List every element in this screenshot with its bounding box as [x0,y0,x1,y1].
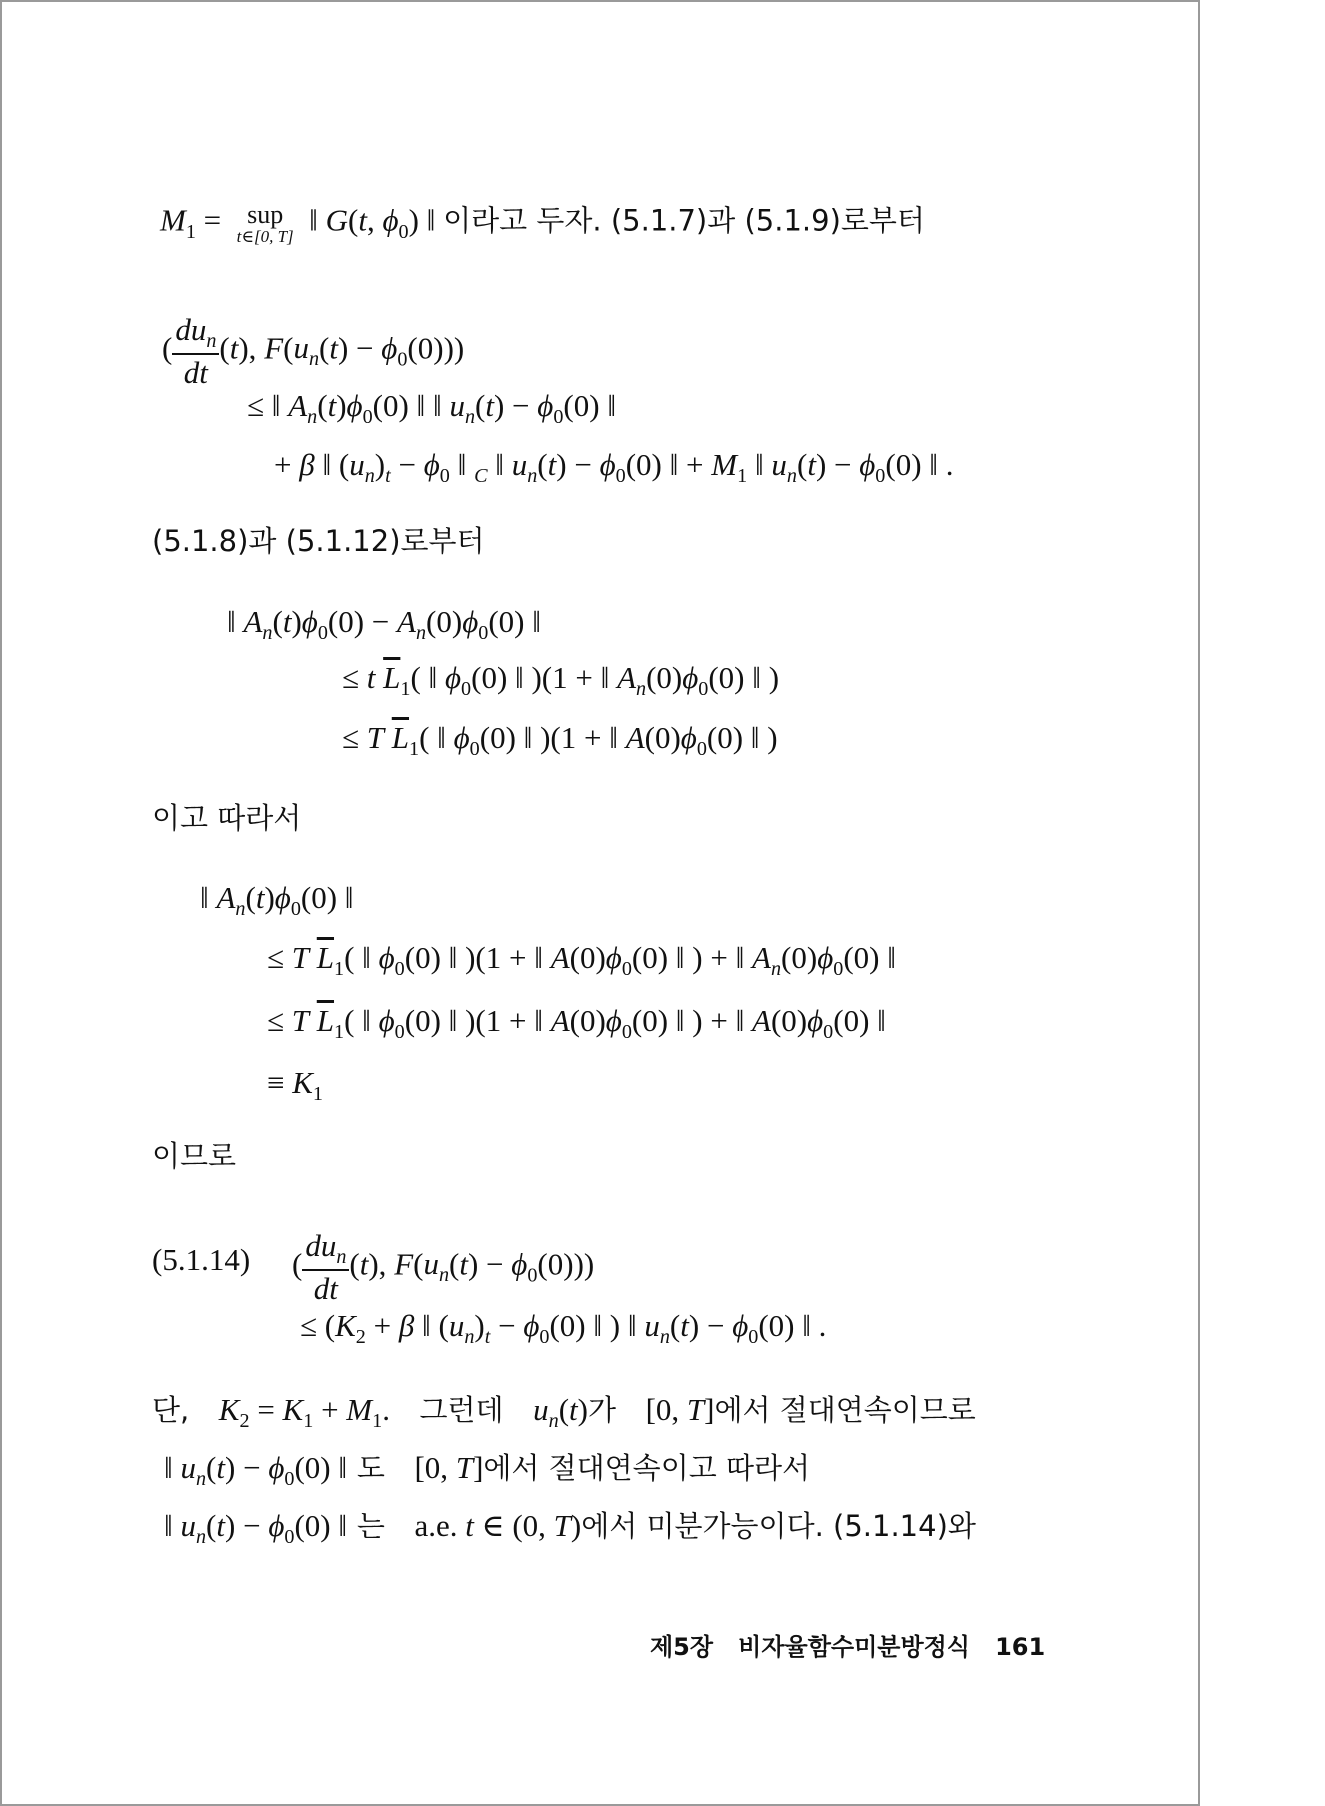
inequality-2-line-2: ≤ t $\overline{L}_1$( ‖ $\phi_0(0)$ ‖ )(1 + ‖ $A_n(0)\phi_0(0)$ ‖ ) [342,660,780,701]
paragraph-5-line-3: ‖ $u_n(t) - \phi_0(0)$ ‖ 는 a.e. t ∈ (0, T)에서 미분가능이다. (5.1.14)와 [164,1508,976,1549]
inequality-2-line-1: ‖ $A_n(t)\phi_0(0) - A_n(0)\phi_0(0)$ ‖ [227,604,541,645]
paragraph-5-line-1: 단, $K_2 = K_1 + M_1$. 그런데 $u_n(t)$가 [0, T]에서 절대연속이므로 [152,1392,976,1433]
inequality-3-line-2: ≤ T $\overline{L}_1$( ‖ $\phi_0(0)$ ‖ )(1 + ‖ $A(0)\phi_0(0)$ ‖ ) + ‖ $A_n(0)\phi_0(0)$ ‖ [267,940,896,981]
equation-5-1-14-line-1: ( $\frac{du_n}{dt}$ (t), $F(u_n(t) - \phi_0(0))$) [292,1228,595,1307]
paragraph-2-text: (5.1.8)과 (5.1.12)로부터 [152,524,485,558]
footer-title: 비자율함수미분방정식 [738,1633,970,1661]
paragraph-3-text: 이고 따라서 [152,801,302,835]
inequality-3-line-3: ≤ T $\overline{L}_1$( ‖ $\phi_0(0)$ ‖ )(1 + ‖ $A(0)\phi_0(0)$ ‖ ) + ‖ $A(0)\phi_0(0)$ ‖ [267,1003,886,1044]
definition-m1: $M_1$ = sup t∈[0, T] ‖ G(t, $\phi_0$) ‖ 이라고 두자. (5.1.7)과 (5.1.9)로부터 [160,200,925,246]
equation-5-1-14-line-2: ≤ ($K_2 + \beta$ ‖ $(u_n)_t - \phi_0(0)$ ‖ ) ‖ $u_n(t) - \phi_0(0)$ ‖ . [300,1308,827,1349]
paragraph-5-line-2: ‖ $u_n(t) - \phi_0(0)$ ‖ 도 [0, T]에서 절대연속이고 따라서 [164,1450,810,1491]
page-number: 161 [995,1633,1046,1661]
inequality-2-line-3: ≤ T $\overline{L}_1$( ‖ $\phi_0(0)$ ‖ )(1 + ‖ $A(0)\phi_0(0)$ ‖ ) [342,720,778,761]
footer-chapter: 제5장 [650,1633,714,1661]
equation-5-1-14-label: (5.1.14) [152,1242,251,1277]
paragraph-1-text: 이라고 두자. (5.1.7)과 (5.1.9)로부터 [443,203,925,238]
paragraph-4-text: 이므로 [152,1139,237,1173]
book-side-edge [1200,0,1325,1806]
sup-operator: sup t∈[0, T] [236,200,294,246]
inequality-1-line-1: ( $\frac{du_n}{dt}$ (t), $F(u_n(t) - \phi_0(0))$) [162,312,465,391]
page-footer [650,1627,1045,1662]
inequality-3-line-4: ≡ $K_1$ [267,1065,323,1106]
inequality-1-line-3: + β ‖ $(u_n)_t - \phi_0$ ‖ $_C$ ‖ $u_n(t) - \phi_0(0)$ ‖ + $M_1$ ‖ $u_n(t) - \phi_0(0)$ ‖ . [274,447,954,488]
inequality-3-line-1: ‖ $A_n(t)\phi_0(0)$ ‖ [200,880,354,921]
inequality-1-line-2: ≤ ‖ $A_n(t)\phi_0(0)$ ‖ ‖ $u_n(t) - \phi_0(0)$ ‖ [247,388,617,429]
